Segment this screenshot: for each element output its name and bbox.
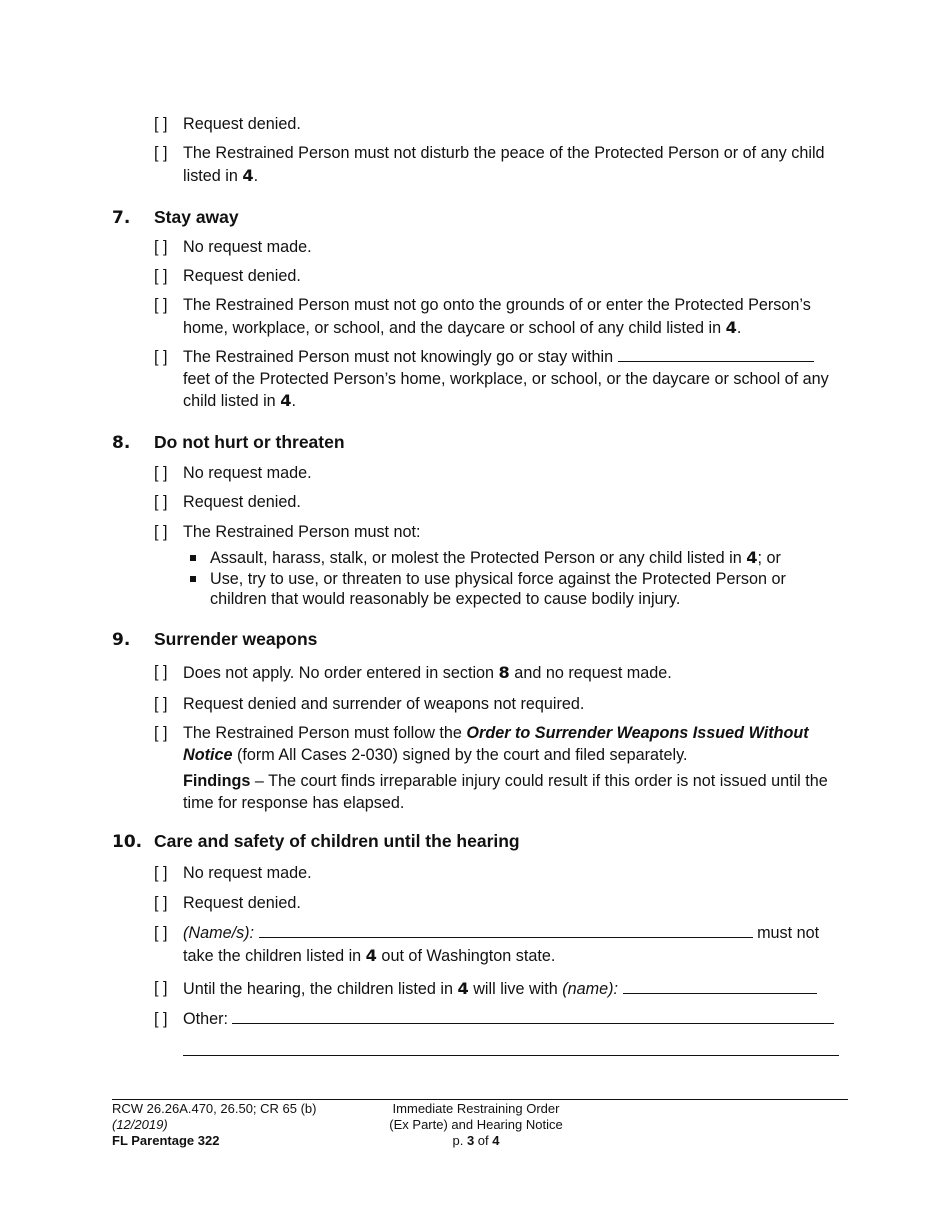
s8-denied-option [154, 492, 844, 514]
bullet-icon [190, 576, 196, 582]
section-8-heading [112, 431, 345, 454]
form-title: Order to Surrender Weapons Issued Without Notice [183, 724, 809, 764]
section-number: 9. [112, 630, 131, 650]
option-text: No request made. [183, 238, 312, 256]
section-number: 8. [112, 433, 131, 453]
s7-grounds-option [154, 295, 844, 339]
s10-live-option [154, 978, 844, 1001]
section-number: 10. [112, 832, 143, 852]
section-title: Do not hurt or threaten [154, 432, 345, 452]
s8-no-request-option [154, 463, 844, 485]
checkbox[interactable]: [ ] [154, 864, 168, 882]
option-text: The Restrained Person must not disturb the peace of the Protected Person or of any child listed in 4. [183, 144, 825, 185]
live-with-name-field[interactable] [623, 979, 817, 994]
checkbox[interactable]: [ ] [154, 924, 168, 942]
checkbox[interactable]: [ ] [154, 493, 168, 511]
option-text: Other: [183, 1009, 844, 1031]
s6-peace-option [154, 143, 844, 187]
other-field[interactable] [232, 1009, 834, 1024]
s10-names-option [154, 923, 844, 967]
option-text: Until the hearing, the children listed in 4 will live with (name): [183, 978, 844, 1001]
s10-other-option [154, 1009, 844, 1031]
footer-left [112, 1101, 317, 1149]
option-text: Request denied. [183, 267, 301, 285]
section-7-heading [112, 206, 239, 229]
checkbox[interactable]: [ ] [154, 979, 168, 997]
section-9-heading [112, 628, 317, 651]
list-item: Assault, harass, stalk, or molest the Protected Person or any child listed in 4; or [190, 548, 830, 569]
checkbox[interactable]: [ ] [154, 523, 168, 541]
option-text: (Name/s): must not take the children listed in 4 out of Washington state. [183, 924, 820, 965]
footer-rule [112, 1099, 848, 1100]
s10-denied-option [154, 893, 844, 915]
s7-denied-option [154, 266, 844, 288]
section-title: Care and safety of children until the hearing [154, 831, 520, 851]
names-field[interactable] [259, 923, 753, 938]
s9-denied-option [154, 694, 844, 716]
checkbox[interactable]: [ ] [154, 144, 168, 162]
section-number: 7. [112, 208, 131, 228]
s9-findings: Findings – The court finds irreparable injury could result if this order is not issued until the time for response has elapsed. [183, 772, 828, 812]
footer-title-1: Immediate Restraining Order [392, 1101, 560, 1116]
footer-rcw: RCW 26.26A.470, 26.50; CR 65 (b) [112, 1101, 317, 1116]
checkbox[interactable]: [ ] [154, 1010, 168, 1028]
checkbox[interactable]: [ ] [154, 464, 168, 482]
s7-no-request-option [154, 237, 844, 259]
section-title: Surrender weapons [154, 629, 318, 649]
s8-must-not-option [154, 522, 844, 544]
option-text: The Restrained Person must not: [183, 523, 421, 541]
checkbox[interactable]: [ ] [154, 238, 168, 256]
footer-title-2: (Ex Parte) and Hearing Notice [389, 1117, 563, 1132]
option-text: Does not apply. No order entered in section 8 and no request made. [183, 663, 672, 682]
footer-form-id: FL Parentage 322 [112, 1133, 220, 1148]
checkbox[interactable]: [ ] [154, 663, 168, 681]
checkbox[interactable]: [ ] [154, 894, 168, 912]
s6-denied-option [154, 114, 844, 136]
findings-label: Findings [183, 772, 251, 790]
s9-na-option [154, 662, 844, 685]
distance-field[interactable] [618, 347, 814, 362]
s7-within-option [154, 347, 844, 413]
option-text: No request made. [183, 864, 312, 882]
bullet-icon [190, 555, 196, 561]
option-text: No request made. [183, 464, 312, 482]
s10-no-request-option [154, 863, 844, 885]
section-title: Stay away [154, 207, 239, 227]
section-10-heading [112, 830, 520, 853]
option-text: Request denied. [183, 115, 301, 133]
page-number: p. 3 of 4 [452, 1133, 500, 1148]
checkbox[interactable]: [ ] [154, 296, 168, 314]
option-text: The Restrained Person must not go onto the grounds of or enter the Protected Person’s home, workplace, or school, and the daycare or school of any child listed in 4. [183, 296, 811, 337]
checkbox[interactable]: [ ] [154, 267, 168, 285]
footer-date: (12/2019) [112, 1117, 168, 1132]
s9-follow-option [154, 723, 844, 766]
option-text: Request denied and surrender of weapons not required. [183, 695, 585, 713]
option-text: The Restrained Person must follow the Order to Surrender Weapons Issued Without Notice (form All Cases 2-030) signed by the court and filed separately. [183, 724, 809, 764]
checkbox[interactable]: [ ] [154, 724, 168, 742]
list-item: Use, try to use, or threaten to use physical force against the Protected Person or children that would reasonably be expected to cause bodily injury. [190, 569, 830, 610]
checkbox[interactable]: [ ] [154, 348, 168, 366]
other-continuation-line[interactable] [183, 1055, 839, 1056]
option-text: Request denied. [183, 894, 301, 912]
checkbox[interactable]: [ ] [154, 695, 168, 713]
checkbox[interactable]: [ ] [154, 115, 168, 133]
footer-center [381, 1101, 571, 1149]
s8-bullet-list [190, 548, 830, 610]
option-text: Request denied. [183, 493, 301, 511]
option-text: The Restrained Person must not knowingly go or stay within feet of the Protected Person’s home, workplace, or school, or the daycare or school of any child listed in 4. [183, 348, 829, 410]
